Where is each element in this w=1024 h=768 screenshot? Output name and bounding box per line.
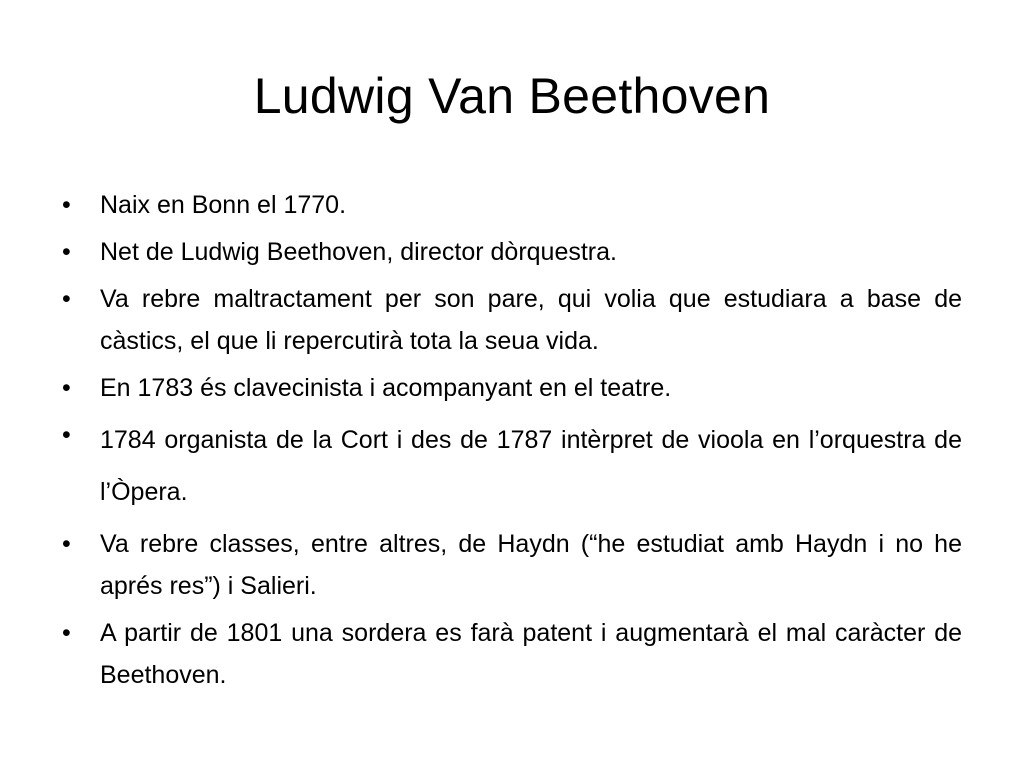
bullet-text: Va rebre maltractament per son pare, qui volia que estudiara a base de càstics, el que li repercutirà tota la seua vida. — [100, 285, 962, 355]
bullet-item — [62, 278, 962, 362]
bullet-text: 1784 organista de la Cort i des de 1787 intèrpret de vioola en l’orquestra de l’Òpera. — [100, 426, 962, 506]
bullet-text: En 1783 és clavecinista i acompanyant en el teatre. — [100, 374, 672, 402]
bullet-item — [62, 523, 962, 607]
bullet-text: Naix en Bonn el 1770. — [100, 191, 347, 219]
bullet-text: Va rebre classes, entre altres, de Haydn (“he estudiat amb Haydn i no he aprés res”) i Salieri. — [100, 530, 962, 600]
bullet-dot-icon: • — [62, 285, 71, 313]
bullet-item — [62, 414, 962, 518]
bullet-item — [62, 231, 962, 273]
bullet-list — [62, 184, 962, 701]
bullet-text: Net de Ludwig Beethoven, director dòrquestra. — [100, 238, 617, 266]
bullet-dot-icon: • — [62, 619, 71, 647]
bullet-dot-icon: • — [62, 530, 71, 558]
bullet-dot-icon: • — [62, 421, 71, 449]
bullet-dot-icon: • — [62, 238, 71, 266]
slide-title: Ludwig Van Beethoven — [253, 68, 771, 124]
bullet-item — [62, 367, 962, 409]
bullet-text: A partir de 1801 una sordera es farà patent i augmentarà el mal caràcter de Beethoven. — [100, 619, 962, 689]
bullet-dot-icon: • — [62, 191, 71, 219]
bullet-dot-icon: • — [62, 374, 71, 402]
bullet-item — [62, 612, 962, 696]
bullet-item — [62, 184, 962, 226]
